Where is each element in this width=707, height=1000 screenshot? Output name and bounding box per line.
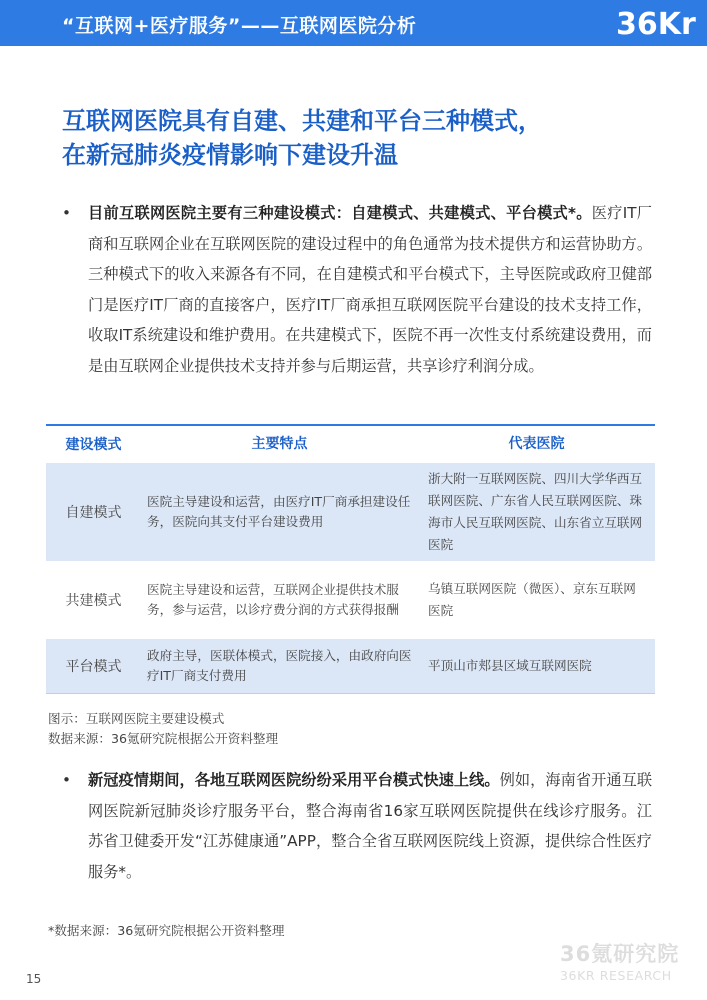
page-number: 15 bbox=[26, 972, 42, 986]
bullet-2-body: 例如，海南省开通互联网医院新冠肺炎诊疗服务平台，整合海南省16家互联网医院提供在线诊疗服务。江苏省卫健委开发“江苏健康通”APP，整合全省互联网医院线上资源，提供综合性医疗服务*。 bbox=[88, 771, 653, 881]
36kr-logo-icon bbox=[616, 2, 706, 46]
header-title: “互联网+医疗服务”——互联网医院分析 bbox=[62, 15, 417, 37]
title-line-1: 互联网医院具有自建、共建和平台三种模式， bbox=[62, 107, 542, 135]
bullet-1-body: 医疗IT厂商和互联网企业在互联网医院的建设过程中的角色通常为技术提供方和运营协助方。三种模式下的收入来源各有不同，在自建模式和平台模式下，主导医院或政府卫健部门是医疗IT厂商的直接客户，医疗IT厂商承担互联网医院平台建设的技术支持工作，收取IT系统建设和维护费用。在共建模式下，医院不再一次性支付系统建设费用，而是由互联网企业提供技术支持并参与后期运营，共享诊疗利润分成。 bbox=[88, 204, 652, 375]
table-cell-hospitals: 浙大附一互联网医院、四川大学华西互联网医院、广东省人民互联网医院、珠海市人民互联网医院、山东省立互联网医院 bbox=[428, 471, 643, 552]
bullet-1-lead: 目前互联网医院主要有三种建设模式：自建模式、共建模式、平台模式*。 bbox=[88, 204, 592, 222]
data-source-caption: 数据来源：36氪研究院根据公开资料整理 bbox=[48, 731, 279, 746]
table-header-features: 主要特点 bbox=[251, 436, 308, 452]
table-cell-mode: 共建模式 bbox=[65, 593, 122, 609]
figure-caption: 图示：互联网医院主要建设模式 bbox=[48, 711, 225, 726]
table-row bbox=[46, 638, 655, 694]
bullet-dot: • bbox=[62, 771, 71, 789]
page-title bbox=[62, 104, 662, 172]
construction-mode-table bbox=[46, 424, 655, 694]
bullet-2-lead: 新冠疫情期间，各地互联网医院纷纷采用平台模式快速上线。 bbox=[88, 771, 500, 789]
bullet-dot: • bbox=[62, 204, 71, 222]
table-cell-features: 医院主导建设和运营，互联网企业提供技术服务，参与运营，以诊疗费分润的方式获得报酬 bbox=[147, 582, 399, 617]
watermark-line-2: 36KR RESEARCH bbox=[560, 968, 672, 983]
table-cell-features: 医院主导建设和运营，由医疗IT厂商承担建设任务，医院向其支付平台建设费用 bbox=[147, 494, 411, 529]
watermark-line-1: 36氪研究院 bbox=[560, 942, 680, 966]
page-header bbox=[0, 0, 707, 46]
table-cell-hospitals: 平顶山市郏县区域互联网医院 bbox=[428, 658, 592, 673]
bullet-paragraph-2 bbox=[62, 765, 652, 887]
bullet-paragraph-1 bbox=[62, 198, 652, 381]
footnote: *数据来源：36氪研究院根据公开资料整理 bbox=[48, 923, 285, 938]
table-row bbox=[46, 561, 655, 638]
table-caption bbox=[48, 709, 278, 749]
table-cell-hospitals: 乌镇互联网医院（微医）、京东互联网医院 bbox=[428, 581, 636, 618]
table-cell-features: 政府主导，医联体模式，医院接入，由政府向医疗IT厂商支付费用 bbox=[147, 648, 412, 683]
table-header-row bbox=[46, 426, 655, 462]
table-header-mode: 建设模式 bbox=[65, 437, 122, 453]
table-header-hospitals: 代表医院 bbox=[508, 436, 565, 452]
title-line-2: 在新冠肺炎疫情影响下建设升温 bbox=[62, 141, 398, 169]
36kr-research-watermark bbox=[560, 938, 700, 983]
table-row bbox=[46, 462, 655, 561]
logo-text: 36Kr bbox=[616, 7, 696, 42]
table-cell-mode: 平台模式 bbox=[65, 659, 122, 675]
table-cell-mode: 自建模式 bbox=[65, 505, 122, 521]
